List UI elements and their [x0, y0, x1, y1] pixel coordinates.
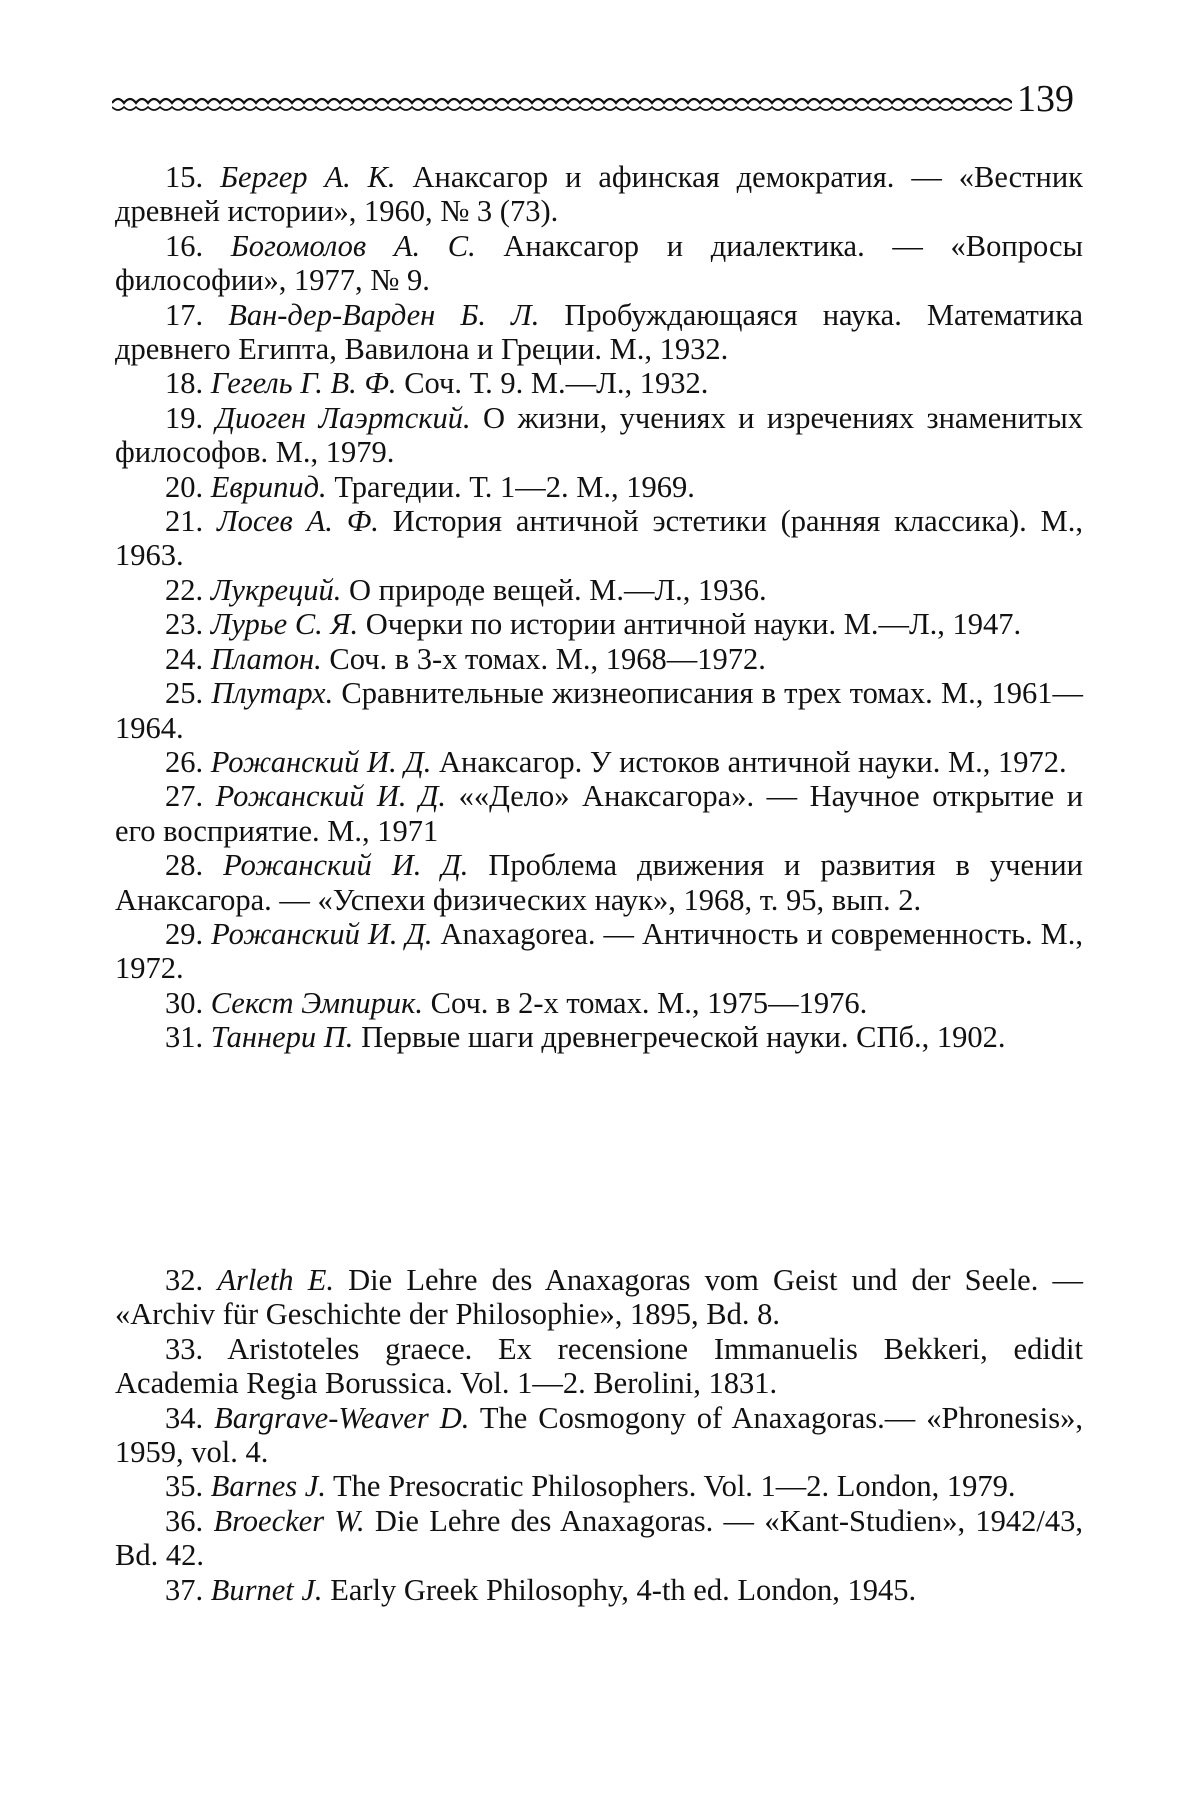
bibliography-entry [115, 1332, 1083, 1401]
entry-text: Трагедии. Т. 1—2. М., 1969. [326, 469, 695, 504]
entry-text: Anaxagorea. — Античность и современность. М., 1972. [115, 916, 1084, 986]
entry-text: Die Lehre des Anaxagoras vom Geist und der Seele. — «Archiv für Geschichte der Philosophie», 1895, Bd. 8. [115, 1263, 1084, 1332]
entry-text: Проблема движения и развития в учении Анаксагора. — «Успехи физических наук», 1968, т. 95, вып. 2. [115, 848, 1083, 917]
entry-number: 34. [165, 1400, 204, 1435]
entry-author: Barnes J. [210, 1469, 326, 1504]
entry-text: Соч. Т. 9. М.—Л., 1932. [396, 366, 709, 401]
bibliography-entry [115, 1573, 1083, 1607]
russian-bibliography [115, 160, 1083, 1055]
entry-number: 27. [165, 779, 204, 814]
bibliography-entry [115, 1263, 1083, 1332]
bibliography-entry [115, 745, 1083, 779]
entry-number: 19. [165, 400, 204, 435]
entry-author: Секст Эмпирик. [210, 985, 424, 1020]
entry-number: 17. [165, 297, 204, 332]
bibliography-entry [115, 298, 1083, 367]
entry-text: Die Lehre des Anaxagoras. — «Kant-Studien», 1942/43, Bd. 42. [115, 1503, 1084, 1573]
bibliography-entry [115, 1020, 1083, 1054]
entry-text: Очерки по истории античной науки. М.—Л., 1947. [358, 607, 1022, 642]
entry-text: Сравнительные жизнеописания в трех томах. М., 1961—1964. [115, 676, 1084, 745]
entry-author: Рожанский И. Д. [211, 916, 433, 951]
entry-author: Гегель Г. В. Ф. [210, 366, 397, 401]
entry-number: 18. [165, 366, 204, 401]
entry-author: Плутарх. [211, 676, 334, 711]
entry-author: Ван-дер-Варден Б. Л. [228, 297, 540, 332]
entry-number: 20. [165, 469, 204, 504]
entry-text: Первые шаги древнегреческой науки. СПб., 1902. [353, 1020, 1006, 1055]
entry-number: 26. [165, 744, 204, 779]
bibliography-entry [115, 366, 1083, 400]
bibliography-entry [115, 607, 1083, 641]
entry-number: 22. [165, 572, 204, 607]
entry-author: Платон. [210, 641, 322, 676]
entry-author: Богомолов А. С. [230, 228, 476, 263]
entry-number: 28. [165, 848, 204, 883]
entry-text: О природе вещей. М.—Л., 1936. [341, 572, 767, 607]
entry-text: О жизни, учениях и изречениях знаменитых философов. М., 1979. [115, 400, 1083, 470]
entry-text: Соч. в 2-х томах. М., 1975—1976. [423, 985, 868, 1020]
entry-text: Aristoteles graece. Ex recensione Immanuelis Bekkeri, edidit Academia Regia Borussica. Vol. 1—2. Berolini, 1831. [115, 1331, 1083, 1401]
bibliography-entry [115, 1469, 1083, 1503]
entry-author: Бергер А. К. [220, 160, 396, 194]
bibliography-entry [115, 917, 1083, 986]
entry-number: 24. [165, 641, 204, 676]
entry-text: Анаксагор. У истоков античной науки. М., 1972. [431, 744, 1067, 779]
entry-author: Лосев А. Ф. [216, 504, 379, 539]
entry-number: 16. [165, 228, 204, 263]
bibliography-entry [115, 1504, 1083, 1573]
entry-author: Диоген Лаэртский. [215, 400, 471, 435]
entry-number: 36. [165, 1503, 204, 1538]
bibliography-entry [115, 986, 1083, 1020]
entry-author: Лукреций. [210, 572, 342, 607]
bibliography-entry [115, 676, 1083, 745]
entry-number: 37. [165, 1572, 204, 1607]
entry-number: 31. [165, 1020, 204, 1055]
bibliography-entry [115, 779, 1083, 848]
entry-number: 35. [165, 1469, 204, 1504]
page-header [112, 78, 1077, 128]
entry-author: Burnet J. [210, 1572, 323, 1607]
entry-number: 33. [165, 1331, 204, 1366]
entry-author: Arleth E. [217, 1263, 334, 1297]
bibliography-entry [115, 229, 1083, 298]
entry-author: Лурье С. Я. [210, 607, 359, 642]
bibliography-entry [115, 573, 1083, 607]
entry-text: The Presocratic Philosophers. Vol. 1—2. London, 1979. [325, 1469, 1016, 1504]
entry-text: Анаксагор и афинская демократия. — «Вестник древней истории», 1960, № 3 (73). [115, 160, 1083, 229]
entry-text: The Cosmogony of Anaxagoras.— «Phronesis», 1959, vol. 4. [115, 1400, 1084, 1470]
bibliography-entry [115, 401, 1083, 470]
bibliography-entry [115, 160, 1083, 229]
entry-number: 32. [165, 1263, 204, 1297]
entry-text: История античной эстетики (ранняя классика). М., 1963. [115, 504, 1083, 573]
bibliography-entry [115, 1401, 1083, 1470]
bibliography-entry [115, 642, 1083, 676]
entry-author: Bargrave-Weaver D. [214, 1400, 470, 1435]
entry-number: 25. [165, 676, 204, 711]
page-number: 139 [1017, 78, 1074, 120]
bibliography-entry [115, 470, 1083, 504]
entry-author: Таннери П. [210, 1020, 354, 1055]
entry-author: Рожанский И. Д. [210, 744, 432, 779]
entry-number: 29. [165, 916, 204, 951]
entry-number: 15. [165, 160, 204, 194]
entry-text: Пробуждающаяся наука. Математика древнего Египта, Вавилона и Греции. М., 1932. [115, 297, 1083, 367]
entry-number: 30. [165, 985, 204, 1020]
wave-ornament-icon [112, 92, 1012, 114]
entry-text: Early Greek Philosophy, 4-th ed. London, 1945. [322, 1572, 917, 1607]
entry-text: Соч. в 3-х томах. М., 1968—1972. [321, 641, 766, 676]
bibliography-entry [115, 504, 1083, 573]
entry-number: 23. [165, 607, 204, 642]
foreign-bibliography [115, 1263, 1083, 1607]
entry-author: Рожанский И. Д. [215, 779, 447, 814]
entry-author: Еврипид. [210, 469, 327, 504]
entry-text: ««Дело» Анаксагора». — Научное открытие и его восприятие. М., 1971 [115, 779, 1084, 848]
bibliography-entry [115, 848, 1083, 917]
entry-author: Рожанский И. Д. [223, 848, 469, 883]
entry-text: Анаксагор и диалектика. — «Вопросы философии», 1977, № 9. [115, 228, 1083, 298]
entry-author: Broecker W. [213, 1503, 365, 1538]
entry-number: 21. [165, 504, 204, 539]
